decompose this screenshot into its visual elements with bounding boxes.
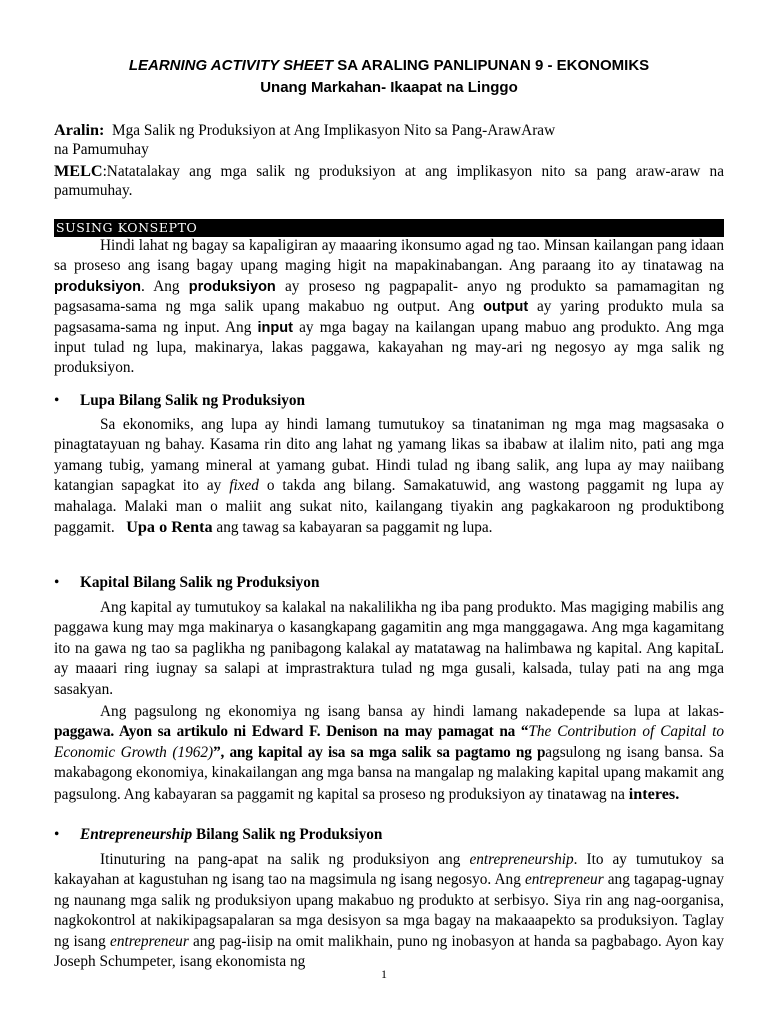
document-title [54, 56, 724, 76]
keyword-interes: interes. [628, 784, 680, 803]
text-run: ang tagapag-ugnay ng naunang mga salik ng produksiyon upang makabuo ng produkto at serbisyo. Siya rin ang nag-oorganisa, nagkokontrol at nakikipagsapalaran sa mga desisyon sa mga bagay na makaaapekto sa produksiyon. Taglay ng isang [54, 871, 724, 950]
lupa-heading-text: Lupa Bilang Salik ng Produksiyon [80, 392, 306, 409]
text-run: ay yaring produkto mula sa pagsasama-sama ng input. Ang [54, 298, 724, 336]
kapital-heading-text: Kapital Bilang Salik ng Produksiyon [80, 574, 320, 591]
susing-konsepto-paragraph [54, 236, 724, 379]
text-run: . Ang [141, 277, 189, 295]
aralin-line [54, 121, 724, 159]
lupa-heading [54, 391, 724, 411]
title-italic: LEARNING ACTIVITY SHEET [128, 57, 334, 74]
lupa-paragraph [54, 415, 728, 538]
text-run: o takda ang bilang. Samakatuwid, ang wastong paggamit ng lupa ay mahalaga. Malaki man o maliit ang sukat nito, kailangang tiyakin ang pagkakaroon ng produktibong paggamit. [54, 477, 728, 537]
italic-term: entrepreneurship [469, 851, 574, 868]
bullet-icon: • [54, 392, 60, 409]
italic-fixed: fixed [229, 477, 259, 495]
text-run: ay proseso ng pagpapalit- anyo ng produkto sa pamamagitan ng pagsasama-sama ng mga salik upang makabuo ng output. Ang [54, 277, 724, 316]
text-run: Hindi lahat ng bagay sa kapaligiran ay maaaring ikonsumo agad ng tao. Minsan kailangan pang idaan sa proseso ang isang bagay upang maging higit na mapakinabangan. Ang paraang ito ay tinatawag na [54, 237, 724, 275]
heading-rest: Bilang Salik ng Produksiyon [192, 826, 383, 843]
kapital-paragraph-2 [54, 702, 724, 805]
melc-text: :Natatalakay ang mga salik ng produksiyon at ang implikasyon nito sa pang araw-araw na pamumuhay. [54, 163, 724, 199]
bold-run: . Ayon sa artikulo ni Edward F. Denison na may pamagat na “ [110, 723, 529, 741]
text-run: ang pag-iisip na omit malikhain, puno ng inobasyon at handa sa pagbabago. Ayon kay Joseph Schumpeter, isang ekonomista ng [54, 932, 724, 971]
italic-article-title: The Contribution of Capital to Economic Growth (1962) [54, 723, 725, 761]
aralin-text-2: na Pamumuhay [54, 140, 149, 158]
text-run: . Ito ay tumutukoy sa kakayahan at kagustuhan ng isang tao na magsimula ng isang negosyo. Ang [54, 851, 724, 889]
susing-konsepto-banner: SUSING KONSEPTO [54, 219, 724, 237]
text-run: Ang pagsulong ng ekonomiya ng isang bansa ay hindi lamang nakadepende sa lupa at lakas- [100, 703, 724, 720]
keyword-upa-renta: Upa o Renta [126, 518, 213, 537]
melc-label: MELC [54, 162, 103, 180]
bullet-icon: • [54, 826, 60, 843]
entrepreneurship-paragraph [54, 850, 724, 972]
keyword-produksiyon: produksiyon [54, 278, 142, 295]
melc-line [54, 162, 724, 200]
aralin-label: Aralin: [54, 121, 105, 139]
text-run: agsulong ng isang bansa. Sa makabagong ekonomiya, kinakailangan ang mga bansa na mangalap ng malaking kapital upang makamit ang pagsulong. Ang kabayaran sa paggamit ng kapital sa proseso ng produksiyon ay tinatawag na [54, 743, 724, 803]
italic-term: entrepreneur [524, 871, 604, 889]
document-subtitle: Unang Markahan- Ikaapat na Linggo [260, 79, 518, 96]
bullet-icon: • [54, 574, 60, 591]
heading-italic: Entrepreneurship [80, 826, 193, 843]
title-rest: SA ARALING PANLIPUNAN 9 - EKONOMIKS [333, 57, 650, 74]
entrepreneurship-heading [54, 825, 724, 845]
kapital-paragraph-1: Ang kapital ay tumutukoy sa kalakal na nakalilikha ng iba pang produkto. Mas magiging mabilis ang paggawa kung may mga makinarya o kasangkapang gagamitin ang mga manggagawa. Ang mga kagamitang ito na gawa ng tao sa paglikha ng panibagong kalakal ay matatawag na halimbawa ng kapital. Ang kapitaL ay maaari ring iugnay sa salapi at imprastraktura tulad ng mga gusali, kalsada, tulay pati na ang mga sasakyan. [54, 599, 724, 698]
page-number: 1 [381, 967, 387, 981]
bold-paggawa: paggawa [54, 723, 111, 741]
text-run: Itinuturing na pang-apat na salik ng produksiyon ang [100, 851, 470, 868]
text-run: Sa ekonomiks, ang lupa ay hindi lamang tumutukoy sa tinataniman ng mga mag magsasaka o pinagtatayuan ng bahay. Kasama rin dito ang lahat ng yamang likas sa ibabaw at ilalim nito, pati ang mga yamang tubig, yamang mineral at yamang gubat. Hindi tulad ng ibang salik, ang lupa ay may naiibang katangian sapagkat ito ay [54, 416, 724, 495]
italic-term: entrepreneur [110, 932, 189, 950]
text-run: ay mga bagay na kailangan upang mabuo ang produkto. Ang mga input tulad ng lupa, makinarya, lakas paggawa, kakayahan ng may-ari ng negosyo ay mga salik ng produksiyon. [54, 318, 725, 377]
keyword-produksiyon: produksiyon [188, 278, 276, 295]
aralin-text: Mga Salik ng Produksiyon at Ang Implikasyon Nito sa Pang-ArawAraw [104, 122, 556, 139]
kapital-heading [54, 573, 724, 593]
keyword-input: input [257, 319, 293, 336]
bold-run: ”, ang kapital ay isa sa mga salik sa pagtamo ng p [213, 743, 546, 761]
keyword-output: output [483, 299, 529, 316]
text-run: ang tawag sa kabayaran sa paggamit ng lupa. [212, 519, 493, 537]
